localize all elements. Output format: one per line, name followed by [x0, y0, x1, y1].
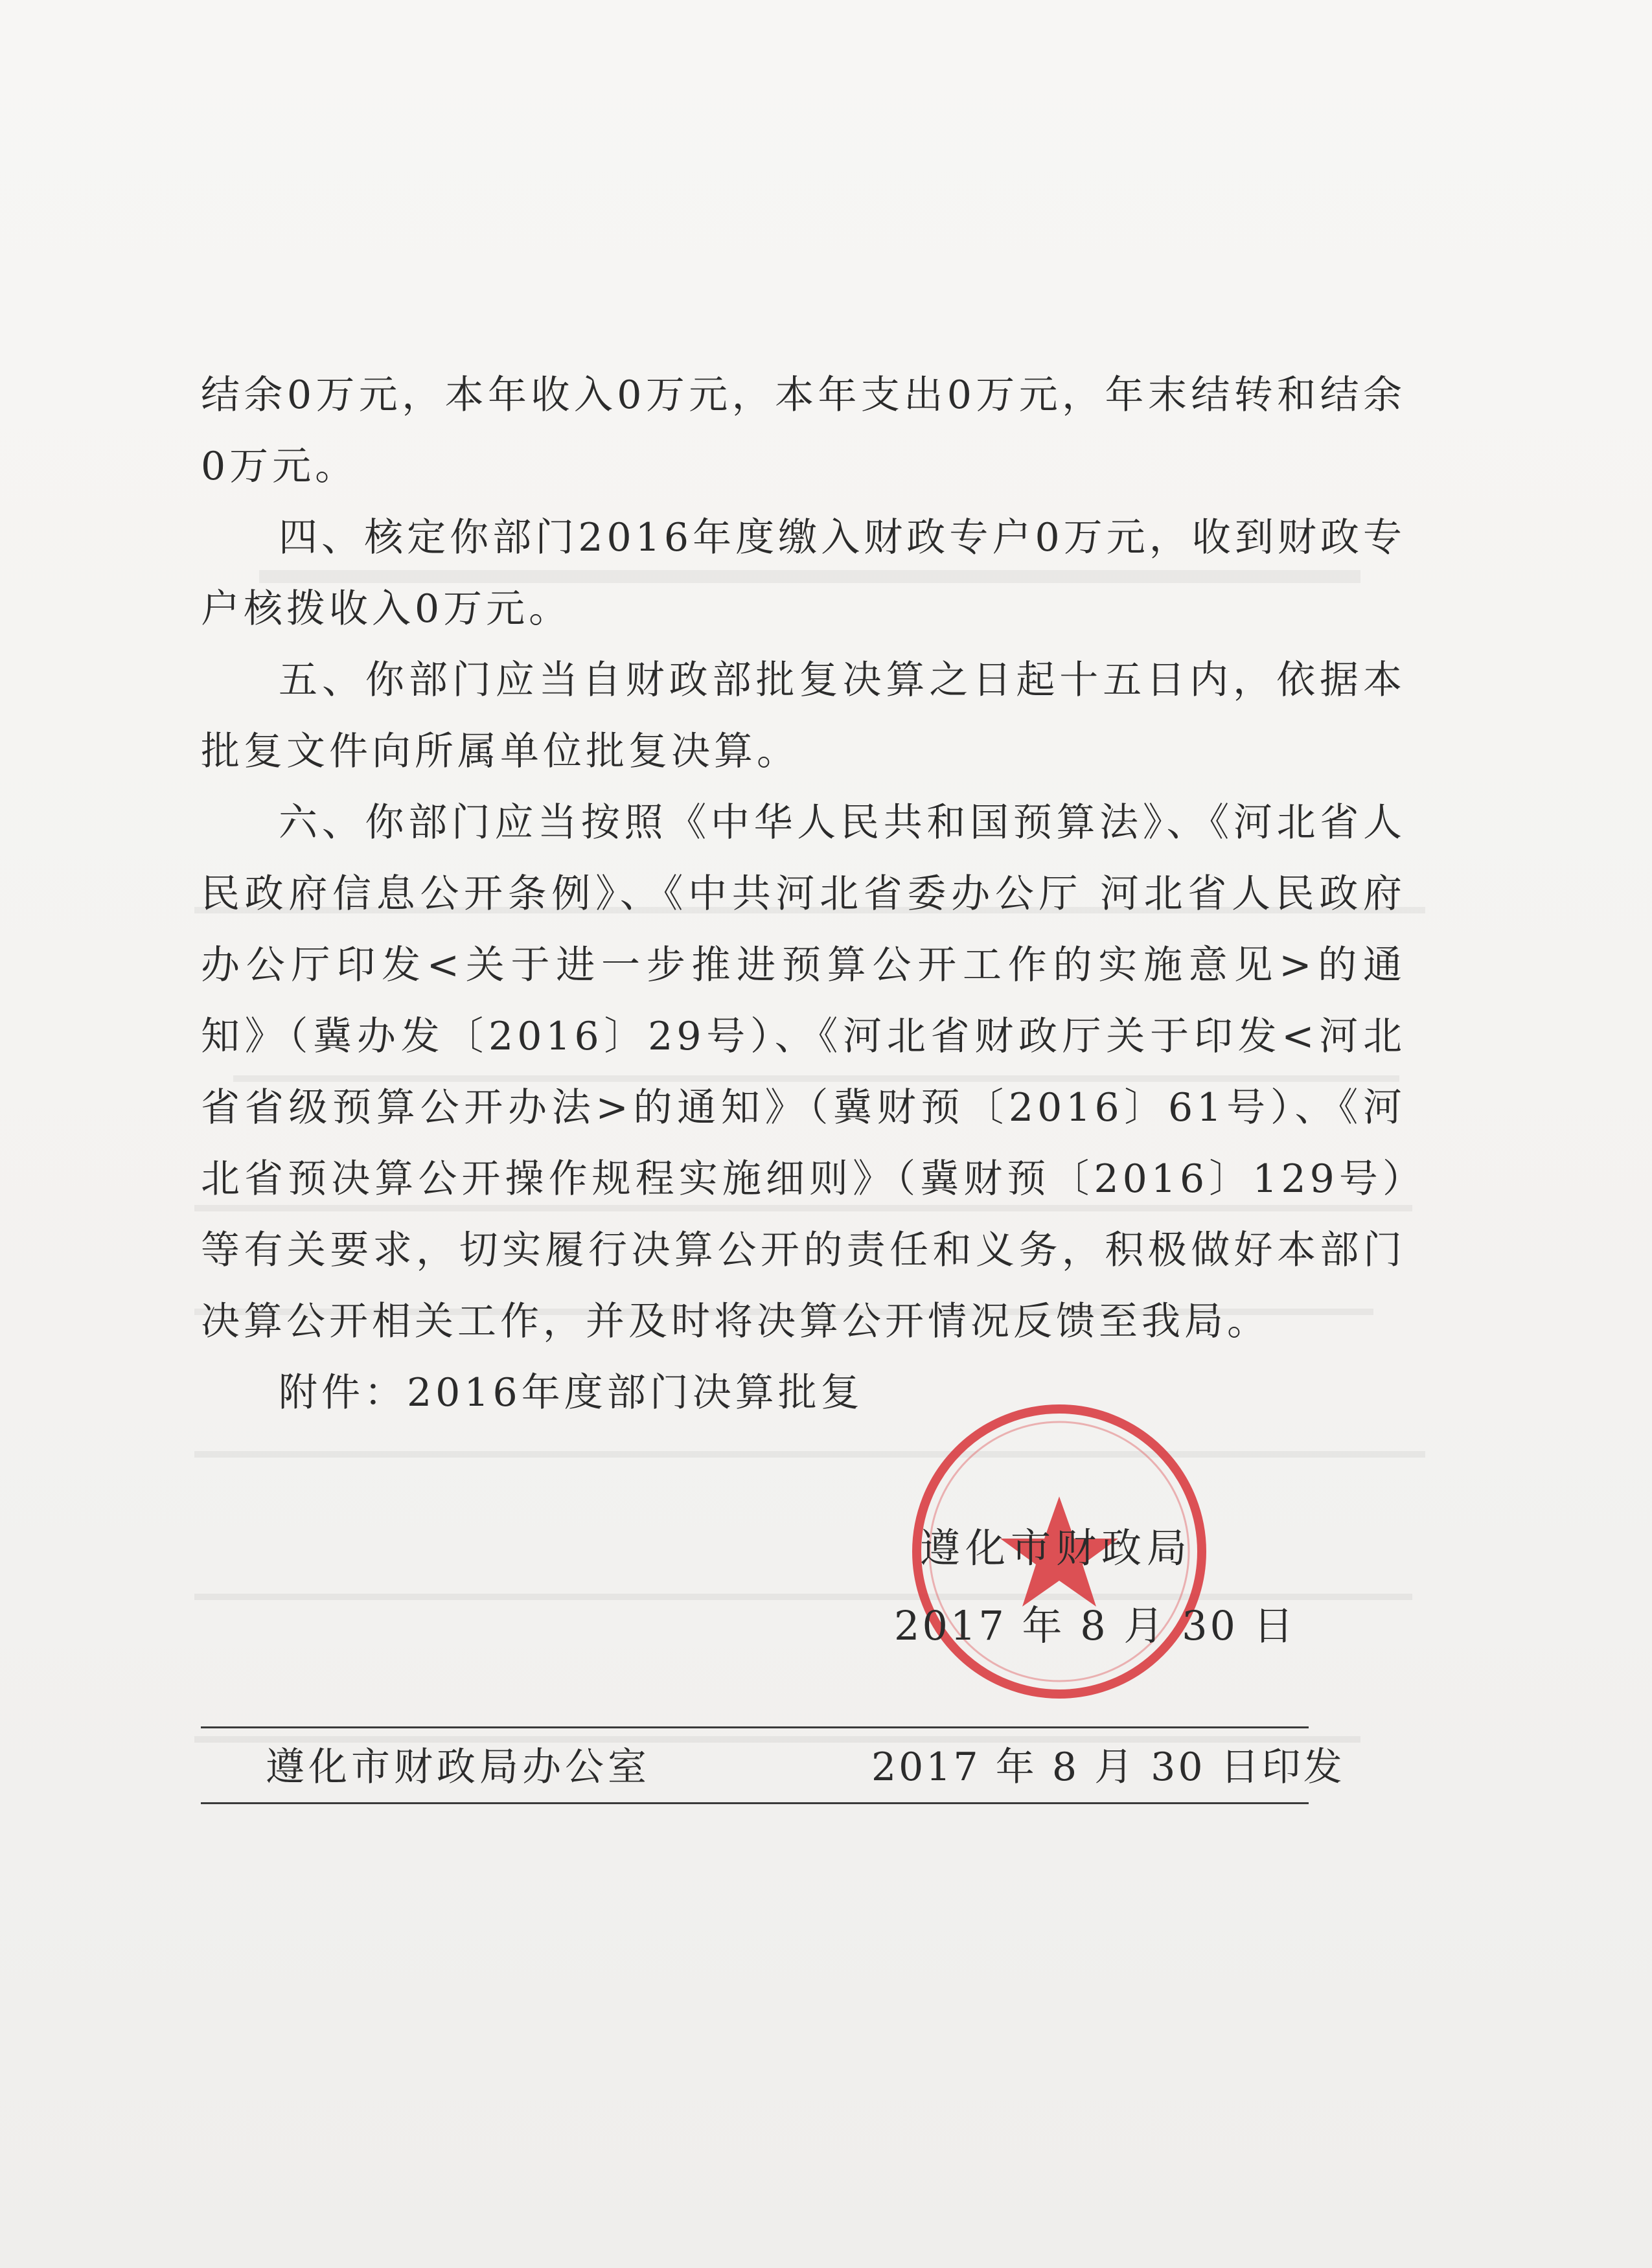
footer-print-date: 2017 年 8 月 30 日印发	[871, 1745, 1345, 1790]
paragraph-balance: 结余0万元，本年收入0万元，本年支出0万元，年末结转和结余0万元。	[201, 372, 1406, 489]
signature-date: 2017 年 8 月 30 日	[894, 1602, 1296, 1649]
attachment-line: 附件：2016年度部门决算批复	[279, 1370, 864, 1415]
footer-rule-bottom	[201, 1802, 1309, 1804]
paragraph-six: 六、你部门应当按照《中华人民共和国预算法》、《河北省人民政府信息公开条例》、《中共河北省委办公厅 河北省人民政府办公厅印发<关于进一步推进预算公开工作的实施意见>的通知》（冀办发〔2016〕29号）、《河北省财政厅关于印发<河北省省级预算公开办法>的通知》（冀财预〔2016〕61号）、《河北省预决算公开操作规程实施细则》（冀财预〔2016〕129号）等有关要求，切实履行决算公开的责任和义务，积极做好本部门决算公开相关工作，并及时将决算公开情况反馈至我局。	[201, 800, 1406, 1344]
footer-issuer: 遵化市财政局办公室	[266, 1745, 650, 1790]
paragraph-four: 四、核定你部门2016年度缴入财政专户0万元，收到财政专户核拨收入0万元。	[201, 515, 1406, 632]
paragraph-five: 五、你部门应当自财政部批复决算之日起十五日内，依据本批复文件向所属单位批复决算。	[201, 658, 1406, 774]
body-text	[201, 360, 1406, 1428]
signature-org: 遵化市财政局	[920, 1524, 1193, 1572]
footer-rule-top	[201, 1726, 1309, 1728]
